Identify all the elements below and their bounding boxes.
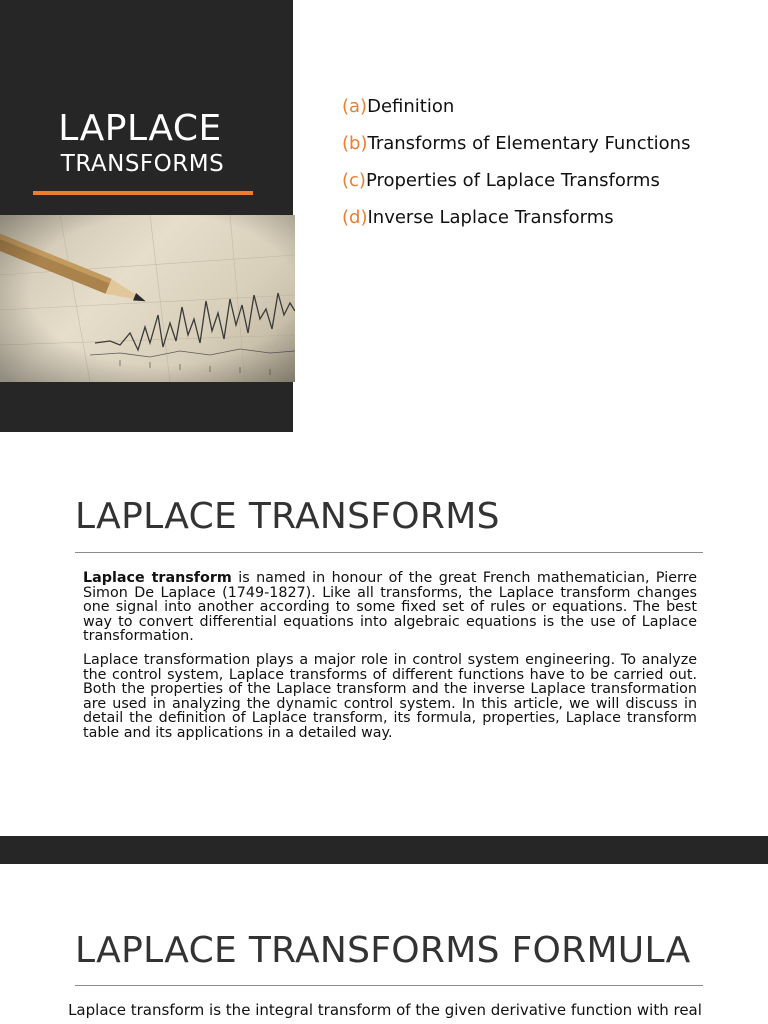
slide-heading: LAPLACE TRANSFORMS bbox=[75, 496, 500, 537]
toc-item-c bbox=[342, 170, 690, 207]
formula-paragraph: Laplace transform is the integral transform of the given derivative function with real bbox=[68, 1001, 702, 1019]
chart-photo-drawing bbox=[0, 215, 295, 382]
toc-letter: (b) bbox=[342, 133, 368, 154]
slide-title: LAPLACE bbox=[58, 108, 222, 149]
toc-letter: (d) bbox=[342, 207, 368, 228]
toc-text: Transforms of Elementary Functions bbox=[367, 133, 691, 154]
slide-subtitle: TRANSFORMS bbox=[60, 151, 225, 177]
paragraph-text: is named in honour of the great French mathematician, Pierre Simon De Laplace (1749-1827). Like all transforms, the Laplace transform changes one signal into another according to some fixed set of rules or equations. The best way to convert differential equations into algebraic equations is the use of Laplace transformation. bbox=[83, 570, 697, 644]
toc-letter: (a) bbox=[342, 96, 368, 117]
definition-slide bbox=[0, 432, 768, 836]
toc-letter: (c) bbox=[342, 170, 366, 191]
toc-text: Properties of Laplace Transforms bbox=[365, 170, 660, 191]
bold-term: Laplace transform bbox=[83, 570, 232, 586]
slide-heading: LAPLACE TRANSFORMS FORMULA bbox=[75, 930, 691, 971]
heading-divider bbox=[75, 985, 703, 986]
toc-item-b bbox=[342, 133, 690, 170]
intro-paragraph bbox=[83, 571, 697, 644]
toc-item-d bbox=[342, 207, 690, 244]
formula-slide bbox=[0, 864, 768, 1024]
toc-item-a bbox=[342, 96, 690, 133]
title-underline bbox=[33, 191, 253, 195]
table-of-contents bbox=[342, 96, 690, 244]
slide-separator bbox=[0, 836, 768, 864]
second-paragraph: Laplace transformation plays a major role in control system engineering. To analyze the control system, Laplace transforms of different functions have to be carried out. Both the properties of the Laplace transform and the inverse Laplace transformation are used in analyzing the dynamic control system. In this article, we will discuss in detail the definition of Laplace transform, its formula, properties, Laplace transform table and its applications in a detailed way. bbox=[83, 652, 697, 741]
toc-text: Definition bbox=[367, 96, 455, 117]
pencil-chart-photo bbox=[0, 215, 295, 382]
toc-text: Inverse Laplace Transforms bbox=[367, 207, 614, 228]
heading-divider bbox=[75, 552, 703, 553]
title-slide bbox=[0, 0, 768, 432]
